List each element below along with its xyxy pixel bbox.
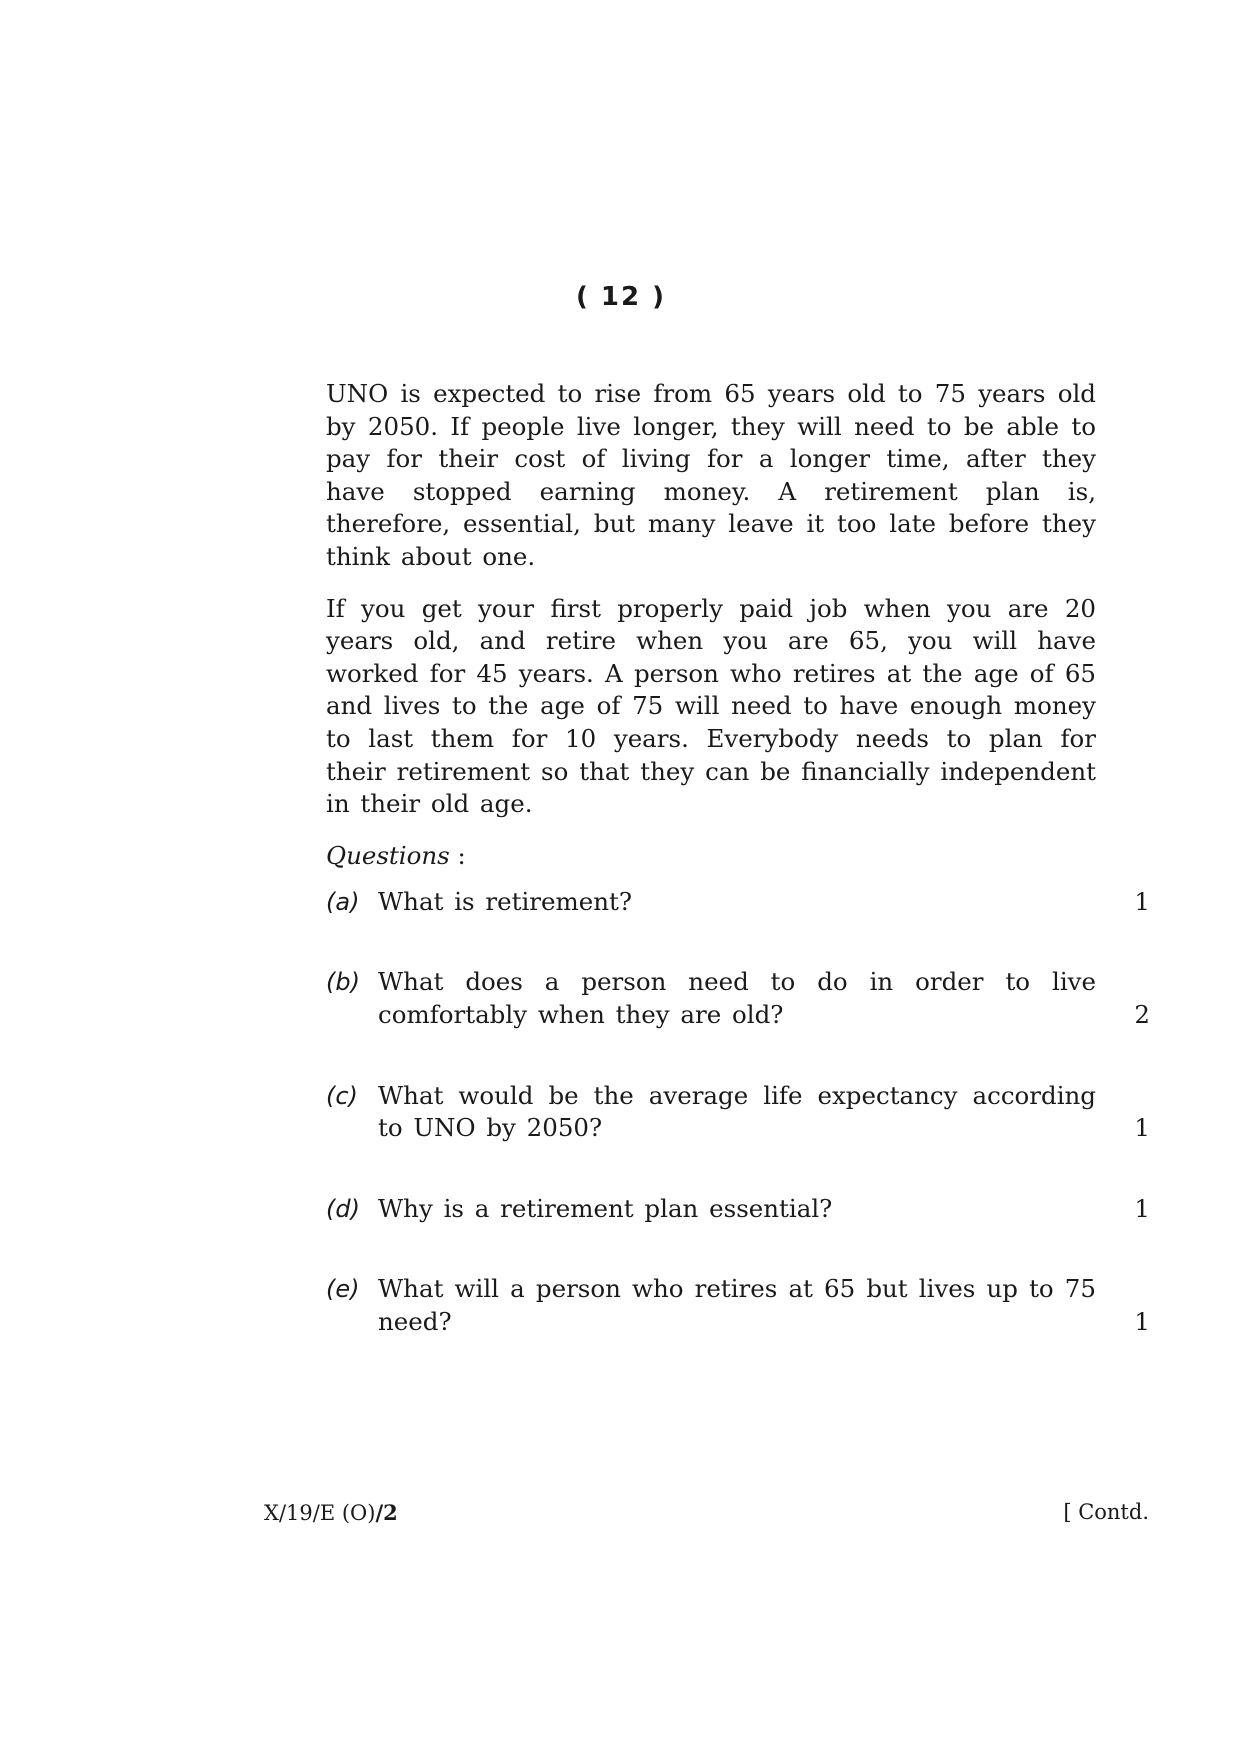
question-marks: 1 [1134, 1193, 1150, 1223]
paper-code-suffix: /2 [375, 1500, 398, 1525]
questions-heading-colon: : [449, 840, 466, 870]
question-c [326, 1080, 1150, 1145]
question-label: (d) [326, 1194, 360, 1223]
question-marks: 1 [1134, 886, 1150, 916]
question-e [326, 1273, 1150, 1338]
question-text: Why is a retirement plan essential? [378, 1193, 833, 1223]
question-b [326, 966, 1150, 1031]
question-marks: 1 [1134, 1113, 1150, 1143]
question-text: What is retirement? [378, 886, 632, 916]
passage-content [326, 378, 1150, 1386]
questions-heading [326, 840, 1096, 872]
question-label: (e) [326, 1275, 360, 1304]
question-label: (a) [326, 887, 360, 916]
continued-label: [ Contd. [1063, 1500, 1149, 1524]
question-text: What does a person need to do in order to live comfortably when they are old? [378, 967, 1096, 1029]
question-text: What will a person who retires at 65 but lives up to 75 need? [378, 1274, 1096, 1336]
question-text: What would be the average life expectancy according to UNO by 2050? [378, 1080, 1096, 1143]
paper-code [264, 1500, 398, 1525]
question-label: (c) [326, 1081, 358, 1110]
question-marks: 2 [1134, 999, 1150, 1029]
question-a [326, 886, 1150, 919]
paper-code-prefix: X/19/E (O) [264, 1501, 376, 1525]
questions-heading-text: Questions [326, 840, 450, 870]
passage-paragraph-1: UNO is expected to rise from 65 years old to 75 years old by 2050. If people live longer, they will need to be able to pay for their cost of living for a longer time, after they have stopped earning money. A retirement plan is, therefore, essential, but many leave it too late before they think about one. [326, 379, 1096, 571]
question-label: (b) [326, 968, 360, 997]
question-d [326, 1193, 1150, 1226]
question-marks: 1 [1134, 1306, 1150, 1336]
passage-paragraph-2: If you get your first properly paid job when you are 20 years old, and retire when you are 65, you will have worked for 45 years. A person who retires at the age of 65 and lives to the age of 75 will need to have enough money to last them for 10 years. Everybody needs to plan for their retirement so that they can be financially independent in their old age. [326, 593, 1096, 819]
page-number: ( 12 ) [575, 282, 667, 312]
